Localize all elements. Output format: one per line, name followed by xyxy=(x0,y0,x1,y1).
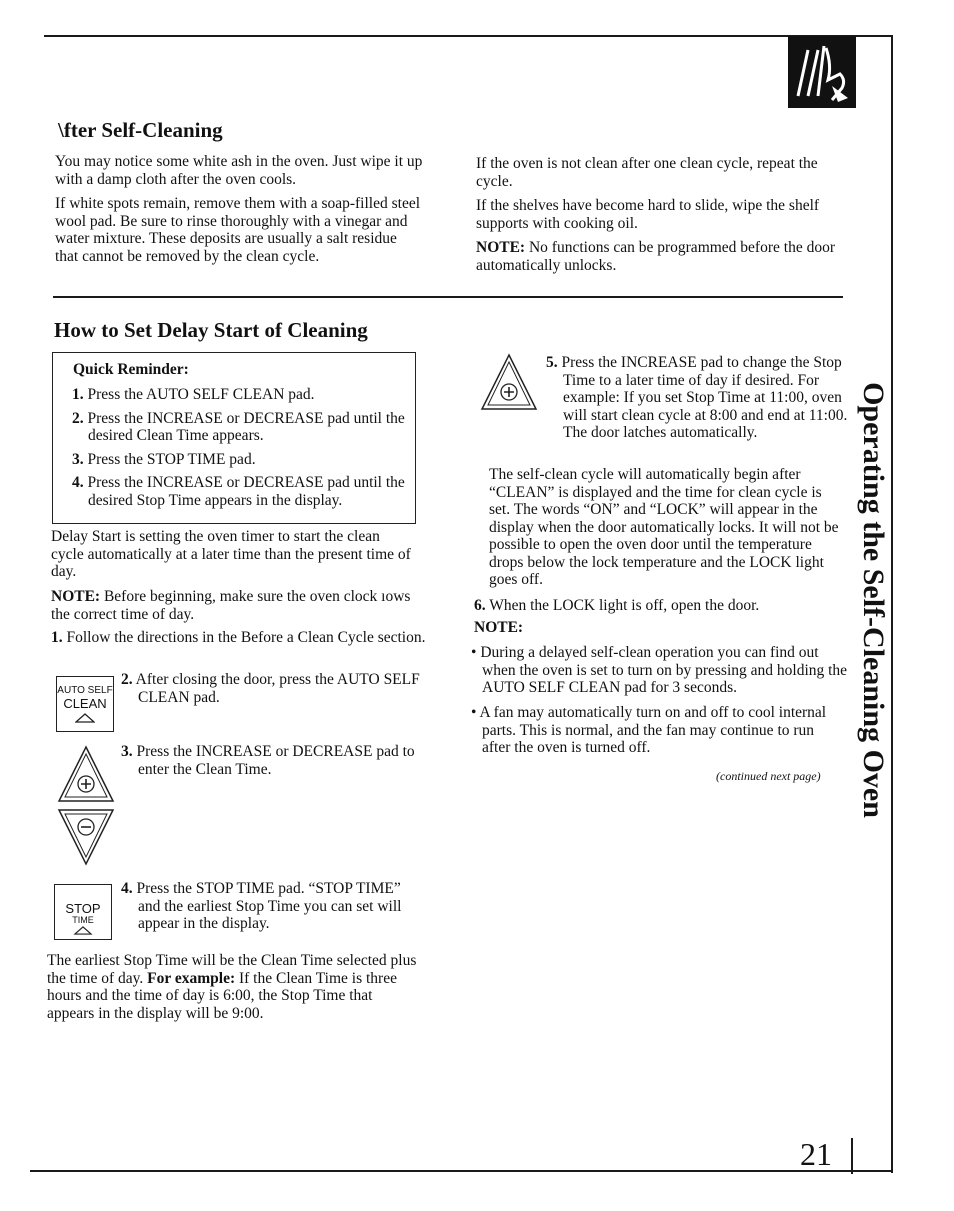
notes-label: NOTE: xyxy=(474,619,524,636)
decrease-pad-icon xyxy=(56,807,116,867)
side-section-tab xyxy=(857,382,890,818)
step-6 xyxy=(474,597,850,615)
reminder-text: Press the INCREASE or DECREASE pad until the desired Clean Time appears. xyxy=(87,409,405,444)
step-4 xyxy=(121,880,423,933)
auto-pad-label-line1: AUTO SELF xyxy=(57,685,113,696)
hand-logo-icon xyxy=(788,36,856,108)
top-rule xyxy=(44,35,892,37)
quick-reminder-box xyxy=(52,352,416,524)
note-bullet: • A fan may automatically turn on and off to cool internal parts. This is normal, and the fan may continue to run after the oven is turned off. xyxy=(471,704,827,756)
reminder-number: 2. xyxy=(72,409,84,427)
step-3 xyxy=(121,743,428,778)
inner-frame-line xyxy=(851,1138,853,1174)
delay-start-heading: How to Set Delay Start of Cleaning xyxy=(54,318,368,342)
reminder-text: Press the STOP TIME pad. xyxy=(87,450,256,468)
increase-pad-icon xyxy=(56,744,116,804)
after-left-paragraph-2: If white spots remain, remove them with a soap-filled steel wool pad. Be sure to rinse thoroughly with a vinegar and water mixture. These deposits are usually a salt residue that cannot be removed by the clean cycle. xyxy=(55,195,421,265)
reminder-number: 4. xyxy=(72,474,84,491)
quick-reminder-list xyxy=(72,386,410,515)
earliest-text-start: The earliest Stop Time will be the Clean Time selected plus the time of day. xyxy=(47,952,417,987)
reminder-number: 3. xyxy=(72,450,84,468)
reminder-item xyxy=(72,410,410,445)
reminder-item xyxy=(72,386,410,404)
after-right-paragraph-2: If the shelves have become hard to slide, wipe the shelf supports with cooking oil. xyxy=(476,197,820,232)
earliest-text-end: If the Clean Time is three hours and the time of day is 6:00, the Stop Time that appears in the display will be 9:00. xyxy=(47,969,397,1022)
after-right-paragraph-1: If the oven is not clean after one clean cycle, repeat the cycle. xyxy=(476,155,818,190)
up-triangle-icon xyxy=(75,713,95,723)
reminder-text: Press the INCREASE or DECREASE pad until the desired Stop Time appears in the display. xyxy=(87,474,405,509)
step-6-number: 6. xyxy=(474,597,486,614)
after-note-label: NOTE: xyxy=(476,239,526,256)
side-section-title: Operating the Self-Cleaning Oven xyxy=(857,382,890,818)
step-3-number: 3. xyxy=(121,743,133,760)
bottom-rule xyxy=(30,1170,892,1172)
reminder-number: 1. xyxy=(72,386,84,403)
stop-pad-label-line1: STOP xyxy=(65,901,101,916)
step-5-text: Press the INCREASE pad to change the Stop Time to a later time of day if desired. For example: If you set Stop Time at 11:00, oven will start clean cycle at 8:00 and end at 11:00. The door latches automatically. xyxy=(561,354,848,441)
auto-begin-paragraph: The self-clean cycle will automatically begin after “CLEAN” is displayed and the time for clean cycle is set. The words “ON” and “LOCK” will appear in the display when the door automatically locks. It will not be possible to open the oven door until the temperature drops below the lock temperature and the LOCK light goes off. xyxy=(489,466,839,588)
step-1-text: Follow the directions in the Before a Clean Cycle section. xyxy=(66,629,426,646)
step-4-text: Press the STOP TIME pad. “STOP TIME” and the earliest Stop Time you can set will appear in the display. xyxy=(136,880,402,932)
note-bullet-text: During a delayed self-clean operation you can find out when the oven is set to turn on by pressing and holding the AUTO SELF CLEAN pad for 3 seconds. xyxy=(480,644,848,696)
earliest-stop-time-paragraph xyxy=(47,952,417,1022)
continued-next-page: (continued next page) xyxy=(716,769,821,783)
after-note xyxy=(476,239,841,274)
earliest-example-label: For example: xyxy=(147,969,236,987)
step-2 xyxy=(121,671,428,706)
clock-note xyxy=(51,588,413,623)
step-2-number: 2. xyxy=(121,671,133,688)
clock-note-text: Before beginning, make sure the oven clock ıows the correct time of day. xyxy=(51,588,411,623)
step-5 xyxy=(546,354,861,442)
stop-time-pad xyxy=(54,884,112,940)
note-bullet: • During a delayed self-clean operation you can find out when the oven is set to turn on by pressing and holding the AUTO SELF CLEAN pad for 3 seconds. xyxy=(471,644,848,696)
quick-reminder-title: Quick Reminder: xyxy=(73,361,189,378)
step-2-text: After closing the door, press the AUTO SELF CLEAN pad. xyxy=(135,671,420,706)
stop-pad-label-line2: TIME xyxy=(72,915,94,925)
step-4-number: 4. xyxy=(121,880,133,897)
brand-logo-block xyxy=(788,36,856,108)
page-number: 21 xyxy=(800,1136,832,1172)
step-1 xyxy=(51,629,426,647)
reminder-text: Press the AUTO SELF CLEAN pad. xyxy=(87,386,315,403)
step-6-text: When the LOCK light is off, open the door. xyxy=(489,597,760,614)
up-triangle-icon xyxy=(73,926,93,935)
after-self-cleaning-heading: \fter Self-Cleaning xyxy=(58,118,223,142)
increase-pad-icon xyxy=(479,352,539,412)
auto-self-clean-pad xyxy=(56,676,114,732)
auto-pad-label-line2: CLEAN xyxy=(63,696,107,711)
step-1-number: 1. xyxy=(51,629,63,646)
section-divider xyxy=(53,296,843,298)
step-5-number: 5. xyxy=(546,354,558,371)
after-left-paragraph-1: You may notice some white ash in the oven. Just wipe it up with a damp cloth after the oven cools. xyxy=(55,153,423,188)
step-3-text: Press the INCREASE or DECREASE pad to enter the Clean Time. xyxy=(136,743,415,778)
after-note-text: No functions can be programmed before the door automatically unlocks. xyxy=(476,239,835,274)
note-bullet-text: A fan may automatically turn on and off to cool internal parts. This is normal, and the fan may continue to run after the oven is turned off. xyxy=(479,704,827,756)
delay-intro: Delay Start is setting the oven timer to start the clean cycle automatically at a later time than the present time of day. xyxy=(51,528,411,580)
clock-note-label: NOTE: xyxy=(51,588,101,605)
right-frame-line xyxy=(891,35,893,1173)
reminder-item xyxy=(72,474,410,509)
reminder-item xyxy=(72,451,410,469)
